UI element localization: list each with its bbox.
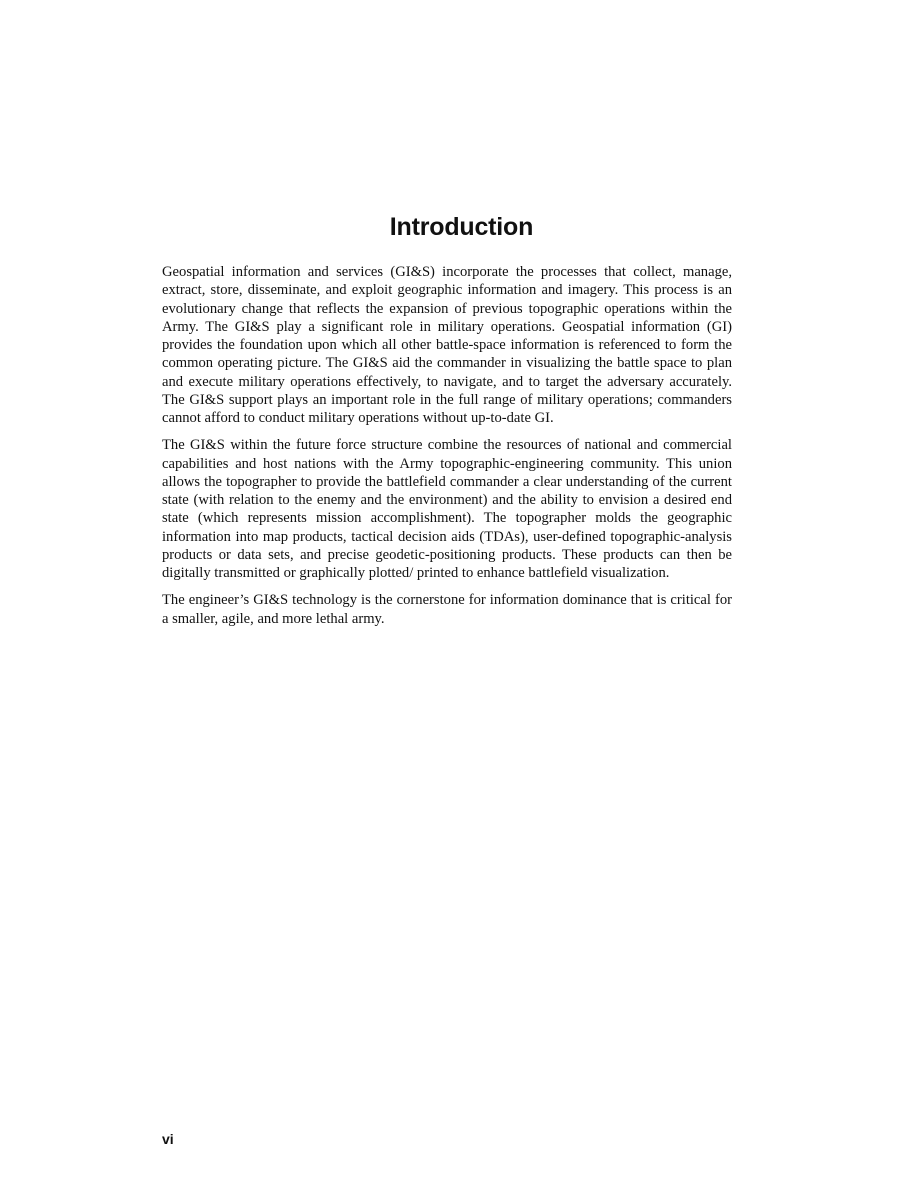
- body-text: [162, 263, 732, 636]
- page-title: Introduction: [389, 213, 534, 241]
- paragraph-2: The GI&S within the future force structure combine the resources of national and commercial capabilities and host nations with the Army topographic-engineering community. This union allows the topographer to provide the battlefield commander a clear understanding of the current state (with relation to the enemy and the environment) and the ability to envision a desired end state (which represents mission accomplishment). The topographer molds the geographic information into map products, tactical decision aids (TDAs), user-defined topographic-analysis products or data sets, and precise geodetic-positioning products. These products can then be digitally transmitted or graphically plotted/ printed to enhance battlefield visualization.: [162, 437, 732, 582]
- paragraph-3: The engineer’s GI&S technology is the cornerstone for information dominance that is critical for a smaller, agile, and more lethal army.: [162, 592, 732, 627]
- paragraph-1: Geospatial information and services (GI&S) incorporate the processes that collect, manage, extract, store, disseminate, and exploit geographic information and imagery. This process is an evolutionary change that reflects the expansion of previous topographic operations within the Army. The GI&S play a significant role in military operations. Geospatial information (GI) provides the foundation upon which all other battle-space information is referenced to form the common operating picture. The GI&S aid the commander in visualizing the battle space to plan and execute military operations effectively, to navigate, and to target the adversary accurately. The GI&S support plays an important role in the full range of military operations; commanders cannot afford to conduct military operations without up-to-date GI.: [162, 264, 732, 427]
- page-number: vi: [162, 1131, 174, 1147]
